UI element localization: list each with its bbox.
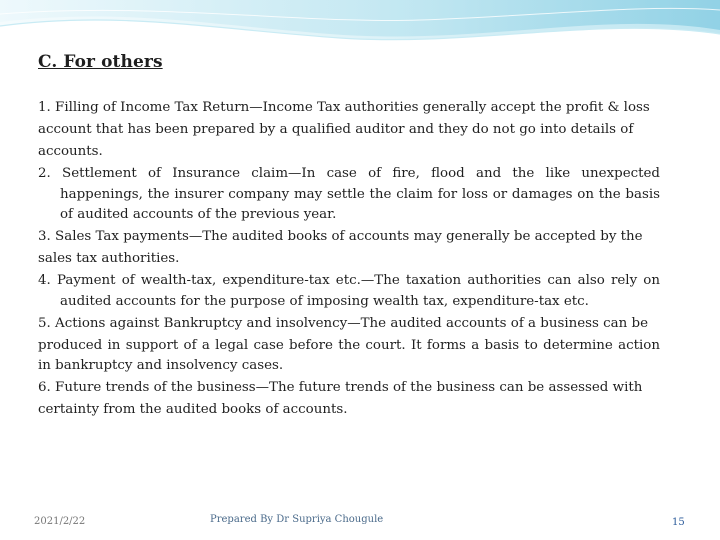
body-paragraph: account that has been prepared by a qualified auditor and they do not go into details of — [38, 122, 634, 137]
body-paragraph: 5. Actions against Bankruptcy and insolvency—The audited accounts of a business can be — [38, 315, 649, 331]
footer-author: Prepared By Dr Supriya Chougule — [210, 514, 384, 525]
body-paragraph: accounts. — [38, 144, 103, 159]
slide-body — [38, 98, 660, 422]
body-paragraph: 6. Future trends of the business—The future trends of the business can be assessed with — [38, 380, 643, 395]
header-banner — [0, 0, 720, 48]
page-number: 15 — [672, 517, 685, 528]
body-paragraph: certainty from the audited books of accounts. — [38, 402, 348, 417]
body-paragraph: 2. Settlement of Insurance claim—In case of fire, flood and the like unexpected happenings, the insurer company may settle the claim for loss or damages on the basis of audited accounts of the previous year. — [38, 166, 660, 222]
body-paragraph: 4. Payment of wealth-tax, expenditure-tax etc.—The taxation authorities can also rely on audited accounts for the purpose of imposing wealth tax, expenditure-tax etc. — [38, 273, 660, 309]
footer-date: 2021/2/22 — [34, 516, 86, 527]
body-paragraph: produced in support of a legal case before the court. It forms a basis to determine action in bankruptcy and insolvency cases. — [38, 337, 660, 373]
slide-title: C. For others — [38, 52, 163, 72]
body-paragraph: 3. Sales Tax payments—The audited books of accounts may generally be accepted by the — [38, 229, 643, 244]
body-paragraph: 1. Filling of Income Tax Return—Income Tax authorities generally accept the profit & loss — [38, 100, 650, 115]
wave-decoration — [0, 0, 720, 48]
body-paragraph: sales tax authorities. — [38, 251, 180, 266]
